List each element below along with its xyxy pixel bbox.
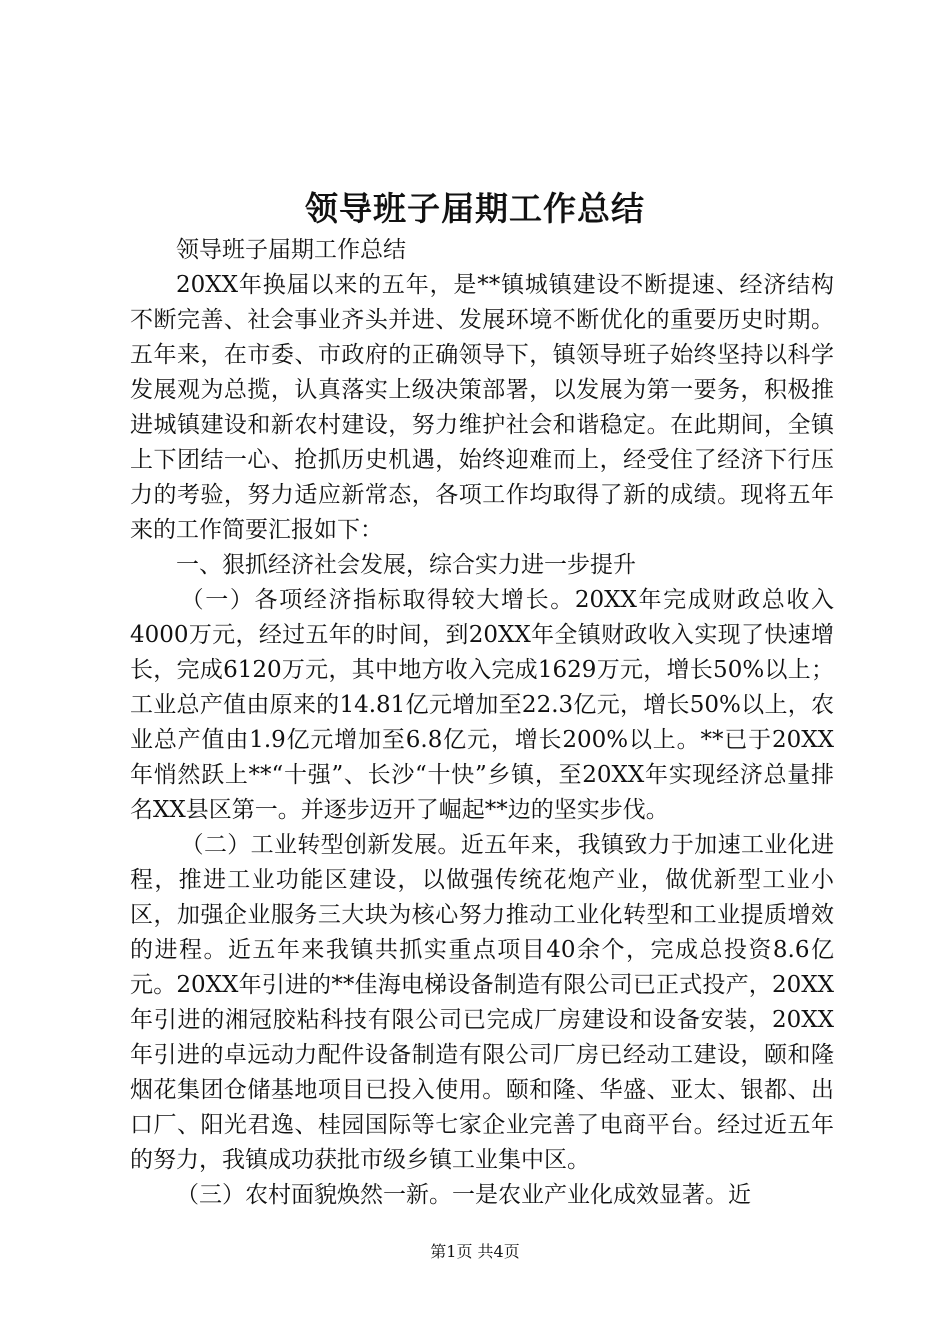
paragraph-economic-indicators: （一）各项经济指标取得较大增长。20XX年完成财政总收入4000万元，经过五年的时间，到20XX年全镇财政收入实现了快速增长，完成6120万元，其中地方收入完成1629万元，增长50%以上；工业总产值由原来的14.81亿元增加至22.3亿元，增长50%以上，农业总产值由1.9亿元增加至6.8亿元，增长200%以上。**已于20XX年悄然跃上**“十强”、长沙“十快”乡镇，至20XX年实现经济总量排名XX县区第一。并逐步迈开了崛起**边的坚实步伐。 <box>130 587 834 823</box>
paragraph-industry-transformation: （二）工业转型创新发展。近五年来，我镇致力于加速工业化进程，推进工业功能区建设，以做强传统花炮产业，做优新型工业小区，加强企业服务三大块为核心努力推动工业化转型和工业提质增效的进程。近五年来我镇共抓实重点项目40余个，完成总投资8.6亿元。20XX年引进的**佳海电梯设备制造有限公司已正式投产，20XX年引进的湘冠胶粘科技有限公司已完成厂房建设和设备安装，20XX年引进的卓远动力配件设备制造有限公司厂房已经动工建设，颐和隆烟花集团仓储基地项目已投入使用。颐和隆、华盛、亚太、银都、出口厂、阳光君逸、桂园国际等七家企业完善了电商平台。经过近五年的努力，我镇成功获批市级乡镇工业集中区。 <box>130 832 834 1173</box>
page-footer: 第1页 共4页 <box>430 1242 520 1261</box>
section-heading-1: 一、狠抓经济社会发展，综合实力进一步提升 <box>176 552 636 578</box>
document-body <box>130 233 834 1213</box>
paragraph-rural-appearance: （三）农村面貌焕然一新。一是农业产业化成效显著。近 <box>176 1182 751 1208</box>
paragraph-intro: 20XX年换届以来的五年，是**镇城镇建设不断提速、经济结构不断完善、社会事业齐头并进、发展环境不断优化的重要历史时期。五年来，在市委、市政府的正确领导下，镇领导班子始终坚持以科学发展观为总揽，认真落实上级决策部署，以发展为第一要务，积极推进城镇建设和新农村建设，努力维护社会和谐稳定。在此期间，全镇上下团结一心、抢抓历史机遇，始终迎难而上，经受住了经济下行压力的考验，努力适应新常态，各项工作均取得了新的成绩。现将五年来的工作简要汇报如下： <box>130 272 834 543</box>
paragraph-subtitle: 领导班子届期工作总结 <box>176 237 406 263</box>
document-title: 领导班子届期工作总结 <box>305 189 645 228</box>
